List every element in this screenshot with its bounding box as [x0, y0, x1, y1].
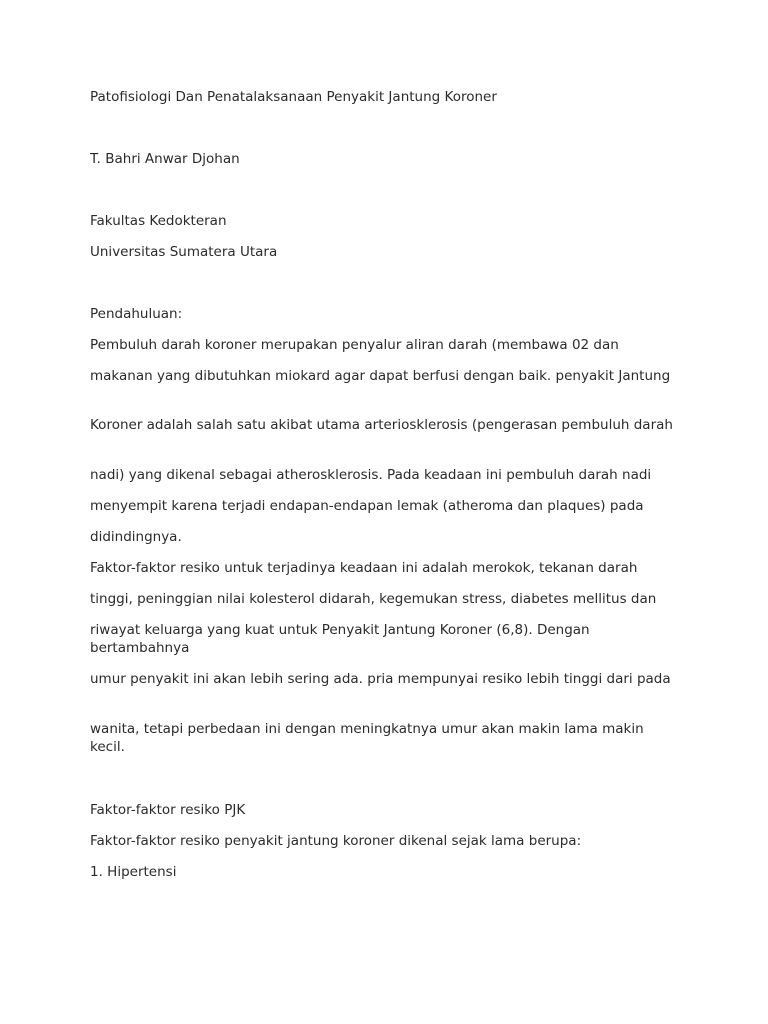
author-name: T. Bahri Anwar Djohan	[90, 151, 240, 167]
affiliation-faculty: Fakultas Kedokteran	[90, 213, 227, 229]
intro-paragraph-line: Pembuluh darah koroner merupakan penyalur aliran darah (membawa 02 dan	[90, 337, 619, 353]
affiliation-university: Universitas Sumatera Utara	[90, 244, 278, 260]
intro-paragraph-line: didindingnya.	[90, 529, 182, 545]
intro-paragraph-line: nadi) yang dikenal sebagai atherosklerosis. Pada keadaan ini pembuluh darah nadi	[90, 467, 652, 483]
risk-factors-heading: Faktor-faktor resiko PJK	[90, 802, 246, 818]
intro-paragraph-line: umur penyakit ini akan lebih sering ada. pria mempunyai resiko lebih tinggi dari pada	[90, 671, 671, 687]
risk-factors-intro: Faktor-faktor resiko penyakit jantung koroner dikenal sejak lama berupa:	[90, 833, 582, 849]
intro-paragraph-line: menyempit karena terjadi endapan-endapan lemak (atheroma dan plaques) pada	[90, 498, 644, 514]
document-title: Patofisiologi Dan Penatalaksanaan Penyakit Jantung Koroner	[90, 89, 497, 105]
intro-paragraph-line: Koroner adalah salah satu akibat utama arteriosklerosis (pengerasan pembuluh darah	[90, 417, 673, 433]
intro-paragraph-line: tinggi, peninggian nilai kolesterol didarah, kegemukan stress, diabetes mellitus dan	[90, 591, 657, 607]
intro-paragraph-line: riwayat keluarga yang kuat untuk Penyakit Jantung Koroner (6,8). Dengan bertambahnya	[90, 622, 590, 656]
intro-heading: Pendahuluan:	[90, 306, 183, 322]
intro-paragraph-line: makanan yang dibutuhkan miokard agar dapat berfusi dengan baik. penyakit Jantung	[90, 368, 671, 384]
intro-paragraph-line: Faktor-faktor resiko untuk terjadinya keadaan ini adalah merokok, tekanan darah	[90, 560, 638, 576]
risk-factor-item: 1. Hipertensi	[90, 864, 177, 880]
intro-paragraph-line: wanita, tetapi perbedaan ini dengan meningkatnya umur akan makin lama makin kecil.	[90, 721, 644, 755]
